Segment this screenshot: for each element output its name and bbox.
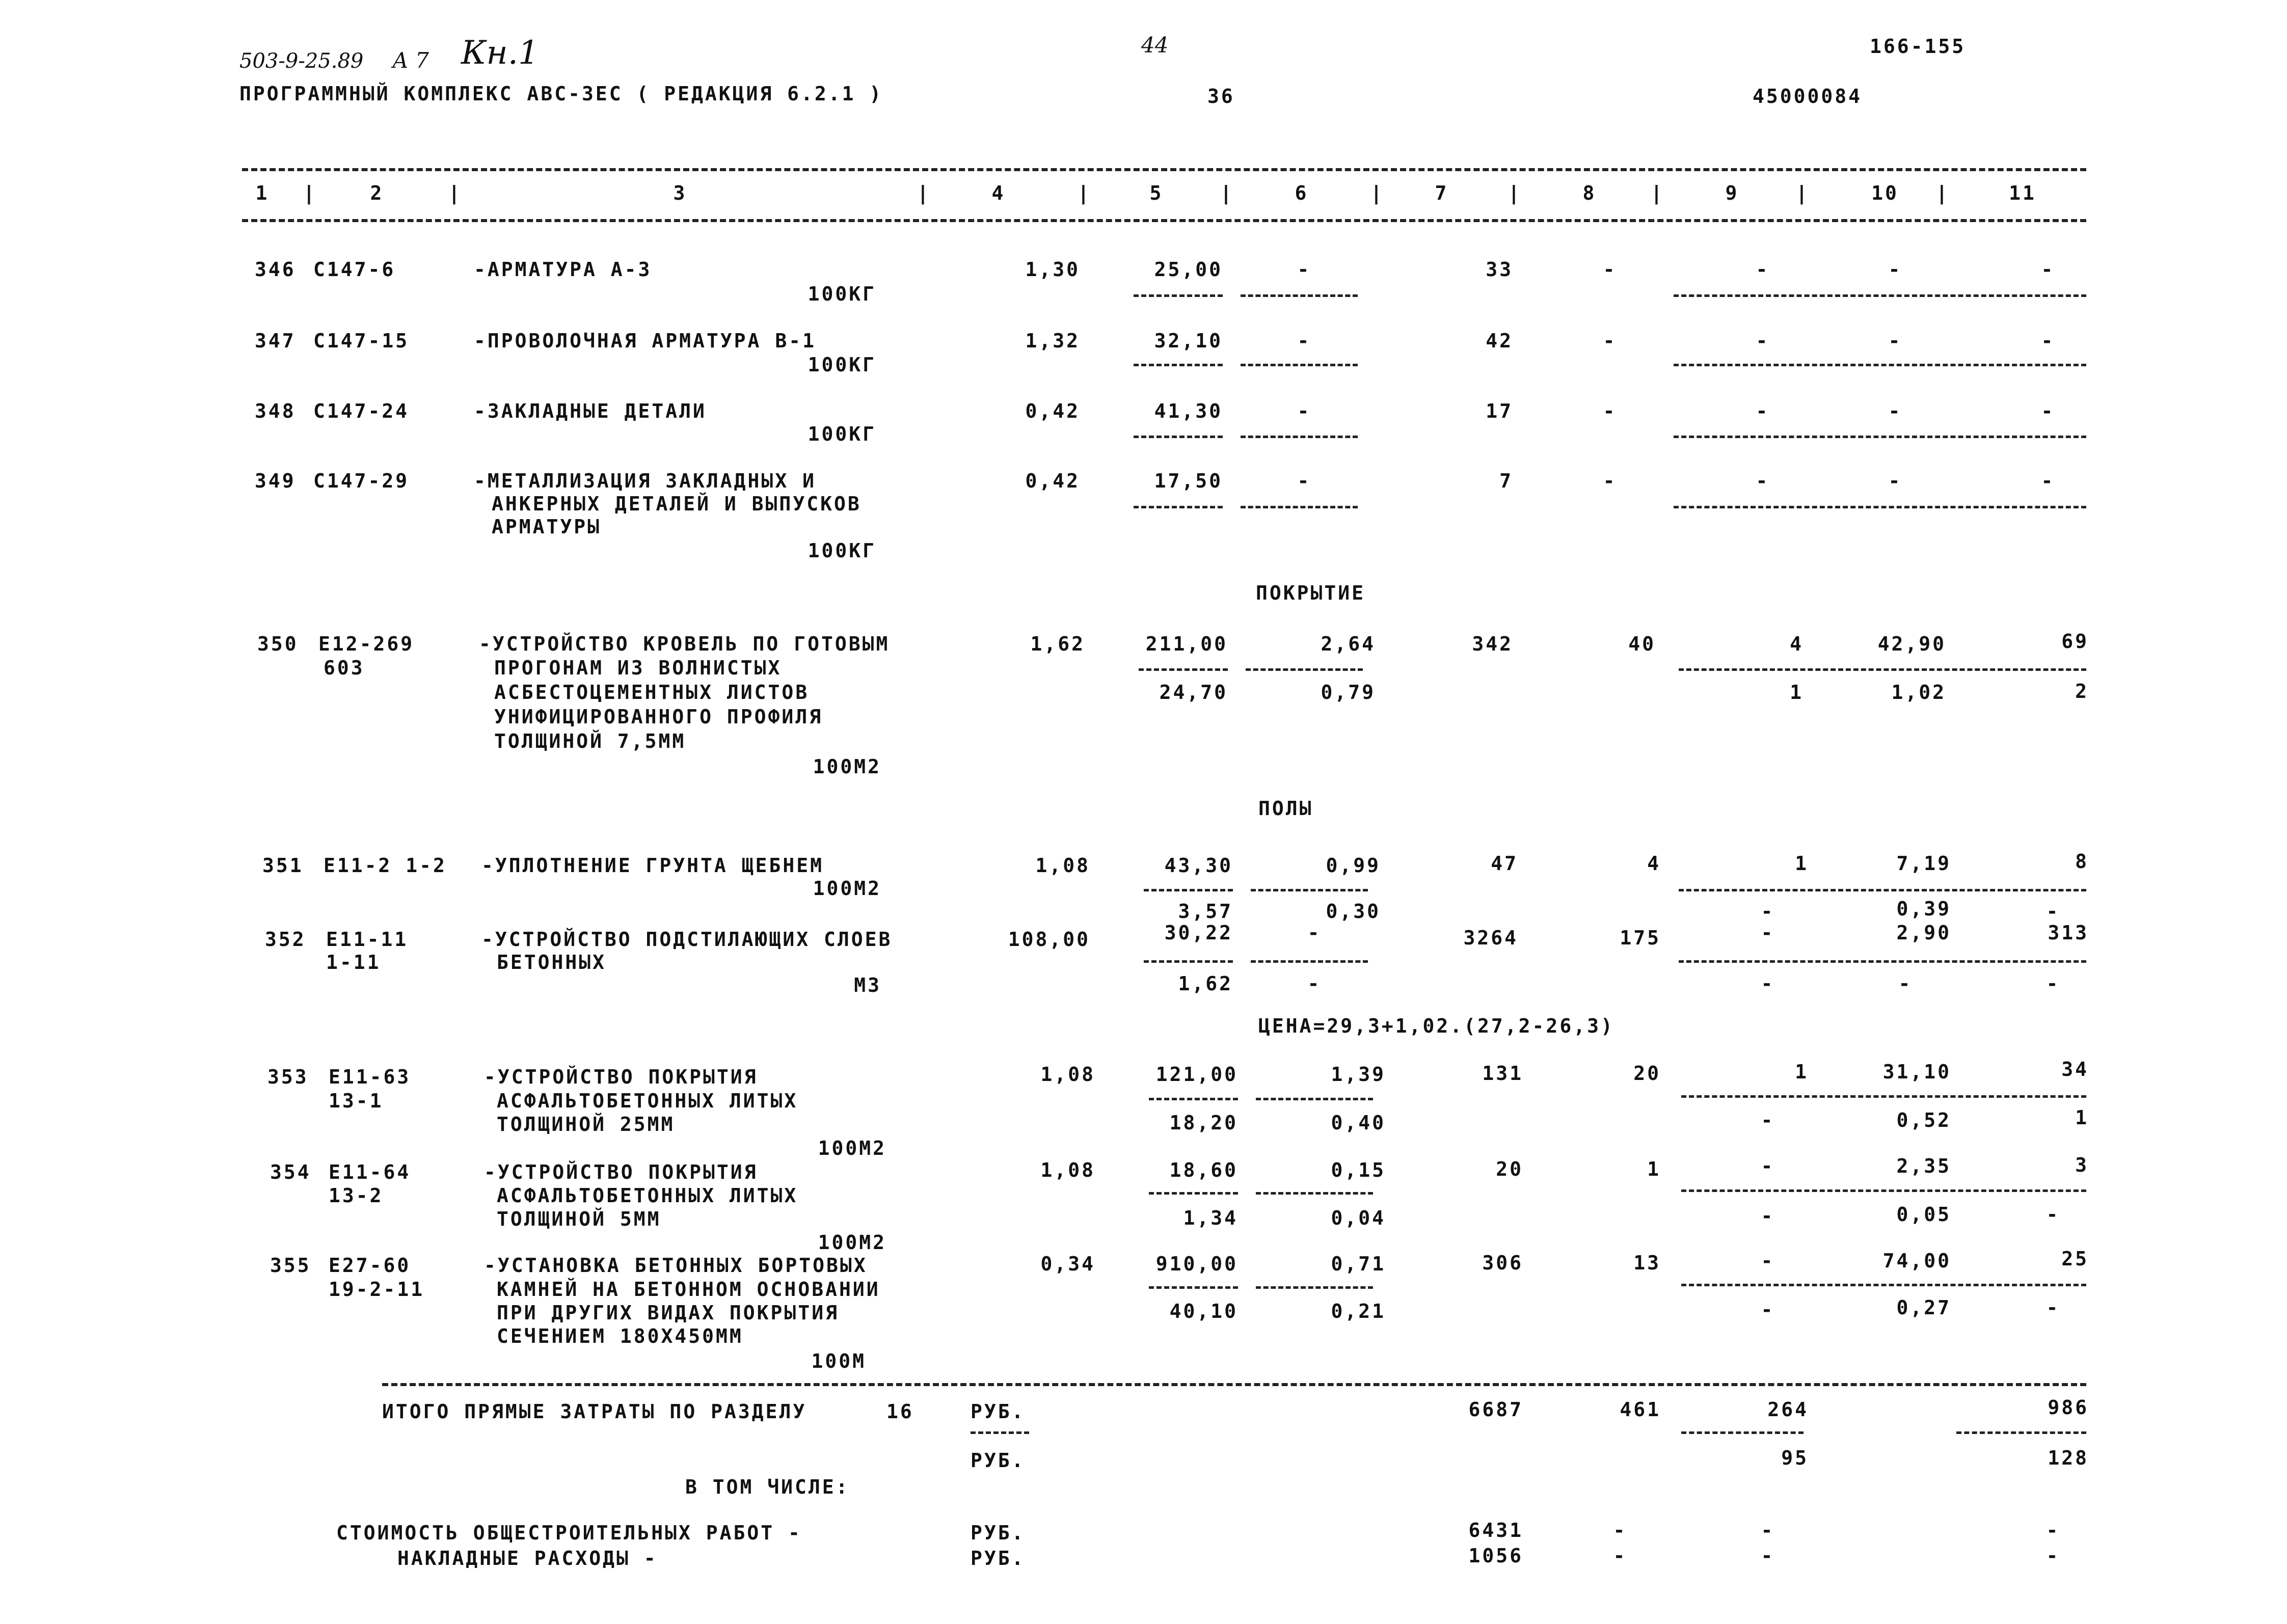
row-code: Е12-269 — [318, 633, 415, 655]
row-subrule — [1246, 668, 1363, 671]
row-subrule — [1681, 1095, 2086, 1098]
row-subrule — [1149, 1286, 1238, 1289]
row-c6-labor: 0,04 — [1331, 1207, 1386, 1229]
row-description-line: АСБЕСТОЦЕМЕНТНЫХ ЛИСТОВ — [494, 681, 810, 703]
overhead-c8: - — [1613, 1545, 1627, 1567]
row-unit: 100КГ — [808, 423, 876, 445]
row-c8: - — [1603, 330, 1617, 352]
row-c11-labor: - — [2046, 900, 2060, 923]
row-quantity: 1,08 — [1040, 1159, 1095, 1181]
row-subrule — [1241, 364, 1358, 366]
col-separator: | — [1651, 182, 1664, 204]
row-total: 47 — [1491, 852, 1518, 875]
row-description: -ЗАКЛАДНЫЕ ДЕТАЛИ — [474, 400, 707, 422]
program-title: ПРОГРАММНЫЙ КОМПЛЕКС АВС-3ЕС ( РЕДАКЦИЯ 6.2.1 ) — [239, 83, 883, 105]
row-c10-labor: 0,52 — [1896, 1109, 1951, 1131]
col-header-4: 4 — [991, 182, 1006, 204]
row-unit-price: 18,60 — [1169, 1159, 1238, 1181]
totals-c8: 461 — [1620, 1398, 1661, 1421]
row-unit-price: 41,30 — [1154, 400, 1223, 422]
row-c6-labor: 0,21 — [1331, 1300, 1386, 1322]
row-number: 349 — [255, 470, 296, 492]
row-c11-labor: 2 — [2075, 680, 2089, 702]
row-subrule — [1241, 436, 1358, 438]
totals-c11-labor: 128 — [2048, 1447, 2089, 1469]
row-c10: 2,90 — [1896, 922, 1951, 944]
row-c11-labor: 1 — [2075, 1106, 2089, 1129]
row-c10: 42,90 — [1877, 633, 1946, 655]
row-c6: - — [1297, 330, 1311, 352]
row-c10: 2,35 — [1896, 1155, 1951, 1177]
row-c11: - — [2041, 400, 2055, 422]
row-c6-labor: 0,40 — [1331, 1112, 1386, 1134]
row-description-line: КАМНЕЙ НА БЕТОННОМ ОСНОВАНИИ — [497, 1278, 880, 1301]
row-description-line: ТОЛЩИНОЙ 7,5ММ — [494, 730, 686, 752]
row-c11: 3 — [2075, 1154, 2089, 1176]
row-subrule — [1681, 1189, 2086, 1192]
row-description: -ПРОВОЛОЧНАЯ АРМАТУРА В-1 — [474, 330, 816, 352]
row-unit-price-labor: 1,34 — [1183, 1207, 1238, 1229]
row-unit-price: 25,00 — [1154, 258, 1223, 281]
row-unit-price: 32,10 — [1154, 330, 1223, 352]
row-c10-labor: 0,39 — [1896, 898, 1951, 920]
row-description-line: БЕТОННЫХ — [497, 951, 607, 973]
row-subrule — [1256, 1098, 1373, 1100]
row-unit: 100КГ — [808, 539, 876, 562]
row-subrule — [1241, 506, 1358, 508]
row-c6-labor: - — [1307, 972, 1322, 995]
col-separator: | — [1078, 182, 1091, 204]
row-number: 353 — [267, 1066, 309, 1088]
row-unit: 100М2 — [818, 1231, 886, 1254]
row-c8: 1 — [1647, 1158, 1661, 1180]
overhead-c11: - — [2046, 1545, 2060, 1567]
row-code: С147-15 — [313, 330, 410, 352]
including-label: В ТОМ ЧИСЛЕ: — [685, 1476, 850, 1498]
row-subrule — [1134, 436, 1223, 438]
row-number: 355 — [270, 1254, 311, 1277]
row-number: 348 — [255, 400, 296, 422]
row-unit-price: 211,00 — [1145, 633, 1228, 655]
row-c11: 34 — [2061, 1058, 2089, 1080]
doc-code: 503-9-25.89 — [239, 49, 364, 73]
totals-rule — [382, 1383, 2086, 1386]
row-description-line: СЕЧЕНИЕМ 180Х450ММ — [497, 1325, 743, 1347]
col-separator: | — [1370, 182, 1384, 204]
row-c6: 0,99 — [1326, 854, 1381, 877]
row-total: 342 — [1472, 633, 1513, 655]
col-separator: | — [303, 182, 317, 204]
row-description-line: ТОЛЩИНОЙ 5ММ — [497, 1208, 661, 1230]
overhead-currency: РУБ. — [971, 1547, 1026, 1569]
row-subrule — [1139, 668, 1228, 671]
row-c8: - — [1603, 258, 1617, 281]
row-code: Е11-64 — [329, 1161, 411, 1183]
row-c6: 1,39 — [1331, 1063, 1386, 1086]
row-unit-price: 30,22 — [1164, 922, 1233, 944]
general-works-c11: - — [2046, 1519, 2060, 1541]
row-subrule — [1256, 1192, 1373, 1195]
row-quantity: 0,34 — [1040, 1253, 1095, 1275]
row-unit-price-labor: 40,10 — [1169, 1300, 1238, 1322]
row-description: -УСТРОЙСТВО КРОВЕЛЬ ПО ГОТОВЫМ — [479, 633, 890, 655]
row-c8: 4 — [1647, 852, 1661, 875]
row-c10: 7,19 — [1896, 852, 1951, 875]
row-number: 351 — [262, 854, 304, 877]
row-subrule — [1679, 668, 2086, 671]
row-description: -УСТРОЙСТВО ПОДСТИЛАЮЩИХ СЛОЕВ — [481, 928, 893, 951]
row-total: 17 — [1486, 400, 1513, 422]
row-subrule — [1681, 1284, 2086, 1286]
row-description: -УСТРОЙСТВО ПОКРЫТИЯ — [484, 1161, 758, 1183]
col-header-1: 1 — [255, 182, 270, 204]
row-quantity: 1,62 — [1030, 633, 1085, 655]
row-code: С147-29 — [313, 470, 410, 492]
row-unit: 100М — [811, 1350, 866, 1372]
row-subrule — [1149, 1098, 1238, 1100]
row-c6: - — [1297, 470, 1311, 492]
row-subrule — [1134, 294, 1223, 297]
header-rule-top — [242, 168, 2086, 171]
totals-currency: РУБ. — [971, 1400, 1026, 1423]
row-c6: - — [1297, 258, 1311, 281]
col-separator: | — [1220, 182, 1234, 204]
overhead-c7: 1056 — [1468, 1545, 1523, 1567]
row-unit: 100М2 — [813, 755, 881, 778]
header-rule-bottom — [242, 219, 2086, 222]
row-c6: 2,64 — [1321, 633, 1376, 655]
row-unit: 100КГ — [808, 354, 876, 376]
row-c11-labor: - — [2046, 1203, 2060, 1226]
row-description-line: ТОЛЩИНОЙ 25ММ — [497, 1113, 675, 1135]
row-description: -УСТАНОВКА БЕТОННЫХ БОРТОВЫХ — [484, 1254, 868, 1277]
row-subrule — [1251, 960, 1368, 963]
price-note: ЦЕНА=29,3+1,02.(27,2-26,3) — [1258, 1015, 1615, 1037]
row-unit-price-labor: 3,57 — [1178, 900, 1233, 923]
row-c9-labor: - — [1761, 1109, 1775, 1131]
row-c10: 31,10 — [1882, 1061, 1951, 1083]
general-works-c9: - — [1761, 1519, 1775, 1541]
album-code: А 7 — [392, 48, 429, 73]
row-c10: - — [1888, 470, 1902, 492]
col-header-11: 11 — [2009, 182, 2036, 204]
row-quantity: 1,30 — [1025, 258, 1080, 281]
row-unit-price: 121,00 — [1155, 1063, 1238, 1086]
overhead-label: НАКЛАДНЫЕ РАСХОДЫ - — [397, 1547, 658, 1569]
row-description-line: УНИФИЦИРОВАННОГО ПРОФИЛЯ — [494, 706, 823, 728]
row-unit-price: 910,00 — [1155, 1253, 1238, 1275]
row-subrule — [1674, 506, 2086, 508]
row-total: 33 — [1486, 258, 1513, 281]
row-c11: 25 — [2061, 1248, 2089, 1270]
totals-subrule — [971, 1431, 1029, 1434]
row-total: 306 — [1482, 1252, 1523, 1274]
col-separator: | — [1936, 182, 1950, 204]
row-c6-labor: 0,79 — [1321, 681, 1376, 703]
book-handwritten: Кн.1 — [461, 34, 539, 72]
row-c9: 4 — [1790, 633, 1804, 655]
row-c9-labor: - — [1761, 900, 1775, 923]
row-c8: 175 — [1620, 927, 1661, 949]
row-code: Е27-60 — [329, 1254, 411, 1277]
row-c9-labor: - — [1761, 1205, 1775, 1227]
totals-currency-2: РУБ. — [971, 1449, 1026, 1472]
row-description-line: АНКЕРНЫХ ДЕТАЛЕЙ И ВЫПУСКОВ — [492, 493, 862, 515]
row-c10: - — [1888, 258, 1902, 281]
reference-number: 166-155 — [1870, 35, 1966, 58]
col-header-7: 7 — [1435, 182, 1449, 204]
row-total: 131 — [1482, 1062, 1523, 1085]
row-c10-labor: 0,05 — [1896, 1203, 1951, 1226]
row-unit: М3 — [854, 974, 881, 996]
row-total: 20 — [1496, 1158, 1523, 1180]
totals-subrule — [1956, 1431, 2086, 1434]
row-c8: 40 — [1628, 633, 1656, 655]
row-subrule — [1144, 889, 1233, 891]
row-c6: 0,15 — [1331, 1159, 1386, 1181]
row-subrule — [1251, 889, 1368, 891]
row-c10: - — [1888, 330, 1902, 352]
row-number: 354 — [270, 1161, 311, 1183]
row-subrule — [1674, 364, 2086, 366]
row-code-line: 13-1 — [329, 1090, 384, 1112]
row-c8: - — [1603, 470, 1617, 492]
row-code: С147-24 — [313, 400, 410, 422]
row-total: 3264 — [1463, 927, 1518, 949]
row-unit: 100КГ — [808, 283, 876, 305]
row-code-line: 1-11 — [326, 951, 381, 973]
row-c11-labor: - — [2046, 1296, 2060, 1319]
row-total: 42 — [1486, 330, 1513, 352]
row-quantity: 1,08 — [1035, 854, 1090, 877]
section-heading-floors: ПОЛЫ — [1258, 797, 1313, 820]
page-number-handwritten: 44 — [1141, 33, 1169, 58]
totals-section-number: 16 — [886, 1400, 914, 1423]
row-subrule — [1679, 960, 2086, 963]
row-subrule — [1134, 364, 1223, 366]
row-description-line: ПРИ ДРУГИХ ВИДАХ ПОКРЫТИЯ — [497, 1302, 839, 1324]
totals-label: ИТОГО ПРЯМЫЕ ЗАТРАТЫ ПО РАЗДЕЛУ — [382, 1400, 807, 1423]
col-header-8: 8 — [1582, 182, 1597, 204]
row-code-line: 13-2 — [329, 1184, 384, 1207]
col-header-9: 9 — [1725, 182, 1739, 204]
row-subrule — [1241, 294, 1358, 297]
row-c9: 1 — [1795, 1061, 1809, 1083]
totals-c7: 6687 — [1468, 1398, 1523, 1421]
row-c11: 313 — [2048, 922, 2089, 944]
row-subrule — [1149, 1192, 1238, 1195]
row-number: 352 — [265, 928, 306, 951]
col-header-10: 10 — [1871, 182, 1899, 204]
row-quantity: 0,42 — [1025, 400, 1080, 422]
row-unit: 100М2 — [813, 877, 881, 900]
row-unit-price: 17,50 — [1154, 470, 1223, 492]
row-c9: - — [1756, 258, 1770, 281]
row-c8: 13 — [1633, 1252, 1661, 1274]
row-c10-labor: 1,02 — [1891, 681, 1946, 703]
row-c6: - — [1297, 400, 1311, 422]
row-description: -УПЛОТНЕНИЕ ГРУНТА ЩЕБНЕМ — [481, 854, 824, 877]
general-works-c8: - — [1613, 1519, 1627, 1541]
row-quantity: 108,00 — [1008, 928, 1090, 951]
row-number: 350 — [257, 633, 299, 655]
row-code: Е11-2 1-2 — [324, 854, 447, 877]
row-c11: - — [2041, 330, 2055, 352]
col-header-5: 5 — [1149, 182, 1164, 204]
row-description: -МЕТАЛЛИЗАЦИЯ ЗАКЛАДНЫХ И — [474, 470, 816, 492]
row-code-line: 603 — [324, 657, 365, 679]
row-c9-labor: - — [1761, 972, 1775, 995]
col-separator: | — [448, 182, 462, 204]
row-unit-price-labor: 18,20 — [1169, 1112, 1238, 1134]
row-c9: - — [1761, 1155, 1775, 1177]
row-c8: - — [1603, 400, 1617, 422]
row-c11: - — [2041, 258, 2055, 281]
row-c11: 69 — [2061, 630, 2089, 653]
row-c8: 20 — [1633, 1062, 1661, 1085]
row-c6: 0,71 — [1331, 1253, 1386, 1275]
row-description-line: ПРОГОНАМ ИЗ ВОЛНИСТЫХ — [494, 657, 782, 679]
col-separator: | — [1508, 182, 1522, 204]
row-subrule — [1679, 889, 2086, 891]
row-number: 347 — [255, 330, 296, 352]
row-unit-price-labor: 1,62 — [1178, 972, 1233, 995]
row-c11: 8 — [2075, 850, 2089, 873]
row-c11-labor: - — [2046, 972, 2060, 995]
sheet-number: 36 — [1207, 85, 1235, 107]
row-c6-labor: 0,30 — [1326, 900, 1381, 923]
totals-c11: 986 — [2048, 1396, 2089, 1419]
row-quantity: 1,32 — [1025, 330, 1080, 352]
document-code: 45000084 — [1753, 85, 1863, 107]
row-c9: - — [1761, 922, 1775, 944]
totals-c9-labor: 95 — [1781, 1447, 1809, 1469]
totals-c9: 264 — [1767, 1398, 1809, 1421]
row-code: Е11-63 — [329, 1066, 411, 1088]
row-c9-labor: 1 — [1790, 681, 1804, 703]
row-description-line: АСФАЛЬТОБЕТОННЫХ ЛИТЫХ — [497, 1090, 798, 1112]
general-works-currency: РУБ. — [971, 1522, 1026, 1544]
row-description: -АРМАТУРА А-3 — [474, 258, 652, 281]
row-c11: - — [2041, 470, 2055, 492]
row-subrule — [1674, 294, 2086, 297]
row-number: 346 — [255, 258, 296, 281]
row-description: -УСТРОЙСТВО ПОКРЫТИЯ — [484, 1066, 758, 1088]
col-separator: | — [1796, 182, 1810, 204]
row-code-line: 19-2-11 — [329, 1278, 425, 1301]
row-c9-labor: - — [1761, 1298, 1775, 1321]
general-works-label: СТОИМОСТЬ ОБЩЕСТРОИТЕЛЬНЫХ РАБОТ - — [336, 1522, 802, 1544]
col-header-3: 3 — [673, 182, 687, 204]
row-unit-price-labor: 24,70 — [1159, 681, 1228, 703]
row-code: Е11-11 — [326, 928, 409, 951]
column-header-row — [0, 183, 2287, 204]
row-subrule — [1144, 960, 1233, 963]
col-separator: | — [917, 182, 931, 204]
col-header-2: 2 — [370, 182, 384, 204]
section-heading-roof: ПОКРЫТИЕ — [1256, 582, 1366, 604]
col-header-6: 6 — [1295, 182, 1309, 204]
row-unit: 100М2 — [818, 1137, 886, 1159]
row-description-line: АСФАЛЬТОБЕТОННЫХ ЛИТЫХ — [497, 1184, 798, 1207]
row-total: 7 — [1499, 470, 1513, 492]
overhead-c9: - — [1761, 1545, 1775, 1567]
row-c9: - — [1761, 1250, 1775, 1272]
row-c10-labor: 0,27 — [1896, 1296, 1951, 1319]
row-c10: - — [1888, 400, 1902, 422]
row-code: С147-6 — [313, 258, 396, 281]
row-c9: 1 — [1795, 852, 1809, 875]
row-description-line: АРМАТУРЫ — [492, 516, 602, 538]
row-unit-price: 43,30 — [1164, 854, 1233, 877]
row-subrule — [1674, 436, 2086, 438]
general-works-c7: 6431 — [1468, 1519, 1523, 1541]
row-c9: - — [1756, 330, 1770, 352]
row-c10: 74,00 — [1882, 1250, 1951, 1272]
row-c6: - — [1307, 922, 1322, 944]
row-c9: - — [1756, 400, 1770, 422]
row-quantity: 0,42 — [1025, 470, 1080, 492]
row-c9: - — [1756, 470, 1770, 492]
row-subrule — [1256, 1286, 1373, 1289]
row-c10-labor: - — [1898, 972, 1913, 995]
totals-subrule — [1681, 1431, 1804, 1434]
row-subrule — [1134, 506, 1223, 508]
row-quantity: 1,08 — [1040, 1063, 1095, 1086]
